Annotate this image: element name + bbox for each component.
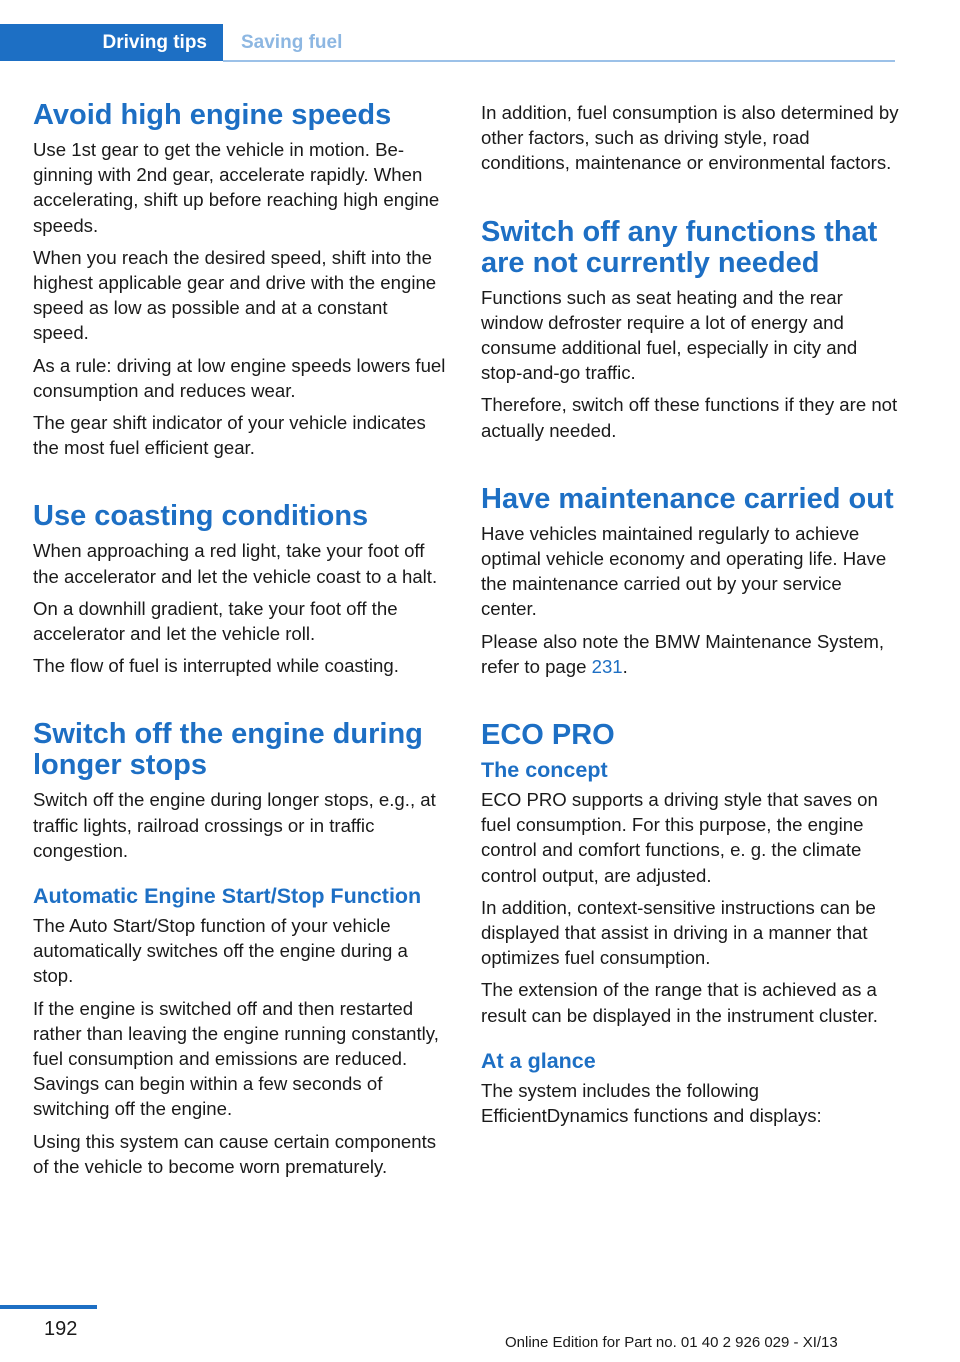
heading-avoid-high-engine-speeds: Avoid high engine speeds bbox=[33, 99, 392, 131]
paragraph: Switch off the engine during longer stops, e.g., at traffic lights, railroad crossings or in traffic congestion. bbox=[33, 789, 436, 861]
paragraph: Functions such as seat heating and the rear window defroster require a lot of energy and consume additional fuel, especially in city and stop-and-go traffic. bbox=[481, 286, 858, 384]
spacer bbox=[33, 870, 448, 883]
heading-eco-pro: ECO PRO bbox=[481, 719, 615, 752]
paragraph: In addition, context-sensitive instructions can be displayed that assist in driving in a manner that optimizes fuel consumption. bbox=[481, 896, 876, 969]
page-number: 192 bbox=[44, 1318, 78, 1340]
paragraph: Therefore, switch off these functions if they are not actually needed. bbox=[481, 394, 898, 441]
text: Please also note the BMW Maintenance System, refer to page bbox=[481, 630, 885, 677]
heading-have-maintenance: Have maintenance carried out bbox=[481, 482, 894, 515]
paragraph: Use 1st gear to get the vehicle in motion. Beginning with 2nd gear, accelerate rapidly. When accelerating, shift up before reaching high engine speeds. bbox=[33, 139, 440, 236]
footer-divider bbox=[0, 1305, 97, 1309]
spacer bbox=[481, 1035, 901, 1048]
heading-the-concept: The concept bbox=[481, 758, 608, 783]
heading-switch-off-functions: Switch off any functions that are not currently needed bbox=[481, 215, 878, 279]
spacer bbox=[33, 467, 448, 501]
paragraph: The Auto Start/Stop function of your vehicle automatically switches off the engine during a stop. bbox=[33, 915, 408, 987]
left-column bbox=[33, 100, 448, 1186]
paragraph bbox=[481, 629, 901, 679]
paragraph: The gear shift indicator of your vehicle indicates the most fuel efficient gear. bbox=[33, 412, 426, 459]
section-tab[interactable] bbox=[223, 24, 342, 61]
section-tab-label: Saving fuel bbox=[241, 31, 343, 53]
heading-use-coasting-conditions: Use coasting conditions bbox=[33, 500, 369, 533]
paragraph: Have vehicles maintained regularly to achieve optimal vehicle economy and operating life. Have the maintenance carried out by your service center. bbox=[481, 522, 887, 620]
paragraph: If the engine is switched off and then restarted rather than leaving the engine running constantly, fuel consumption and emissions are reduced. Savings can begin within a few seconds of switching off the engine. bbox=[33, 997, 439, 1120]
spacer bbox=[481, 686, 901, 720]
page-header bbox=[0, 0, 895, 62]
right-column bbox=[481, 100, 901, 1135]
spacer bbox=[33, 685, 448, 719]
chapter-tab[interactable] bbox=[0, 24, 223, 61]
heading-auto-start-stop: Automatic Engine Start/Stop Function bbox=[33, 884, 422, 909]
paragraph: As a rule: driving at low engine speeds lowers fuel consumption and reduces wear. bbox=[33, 354, 446, 401]
paragraph: ECO PRO supports a driving style that saves on fuel consumption. For this purpose, the engine control and comfort functions, e. g. the climate control output, are adjusted. bbox=[481, 789, 878, 886]
paragraph: The extension of the range that is achieved as a result can be displayed in the instrument cluster. bbox=[481, 979, 878, 1026]
edition-note: Online Edition for Part no. 01 40 2 926 029 - XI/13 bbox=[505, 1334, 838, 1351]
paragraph: The system includes the following EfficientDynamics functions and displays: bbox=[481, 1079, 822, 1127]
chapter-tab-label: Driving tips bbox=[102, 31, 207, 53]
paragraph: Using this system can cause certain components of the vehicle to become worn prematurely. bbox=[33, 1130, 437, 1177]
paragraph: When you reach the desired speed, shift into the highest applicable gear and drive with the engine speed as low as possible and at a constant speed. bbox=[33, 246, 437, 344]
paragraph: When approaching a red light, take your foot off the accelerator and let the vehicle coast to a halt. bbox=[33, 540, 438, 587]
spacer bbox=[481, 450, 901, 484]
paragraph: In addition, fuel consumption is also determined by other factors, such as driving style, road conditions, maintenance or environmental factors. bbox=[481, 102, 899, 174]
header-divider bbox=[223, 60, 895, 62]
spacer bbox=[481, 183, 901, 217]
paragraph: The flow of fuel is interrupted while coasting. bbox=[33, 655, 399, 677]
paragraph: On a downhill gradient, take your foot off the accelerator and let the vehicle roll. bbox=[33, 597, 398, 645]
heading-at-a-glance: At a glance bbox=[481, 1048, 596, 1073]
text: . bbox=[622, 655, 628, 677]
page-reference-link[interactable]: 231 bbox=[591, 655, 623, 677]
heading-switch-off-engine: Switch off the engine during longer stops bbox=[33, 718, 423, 782]
